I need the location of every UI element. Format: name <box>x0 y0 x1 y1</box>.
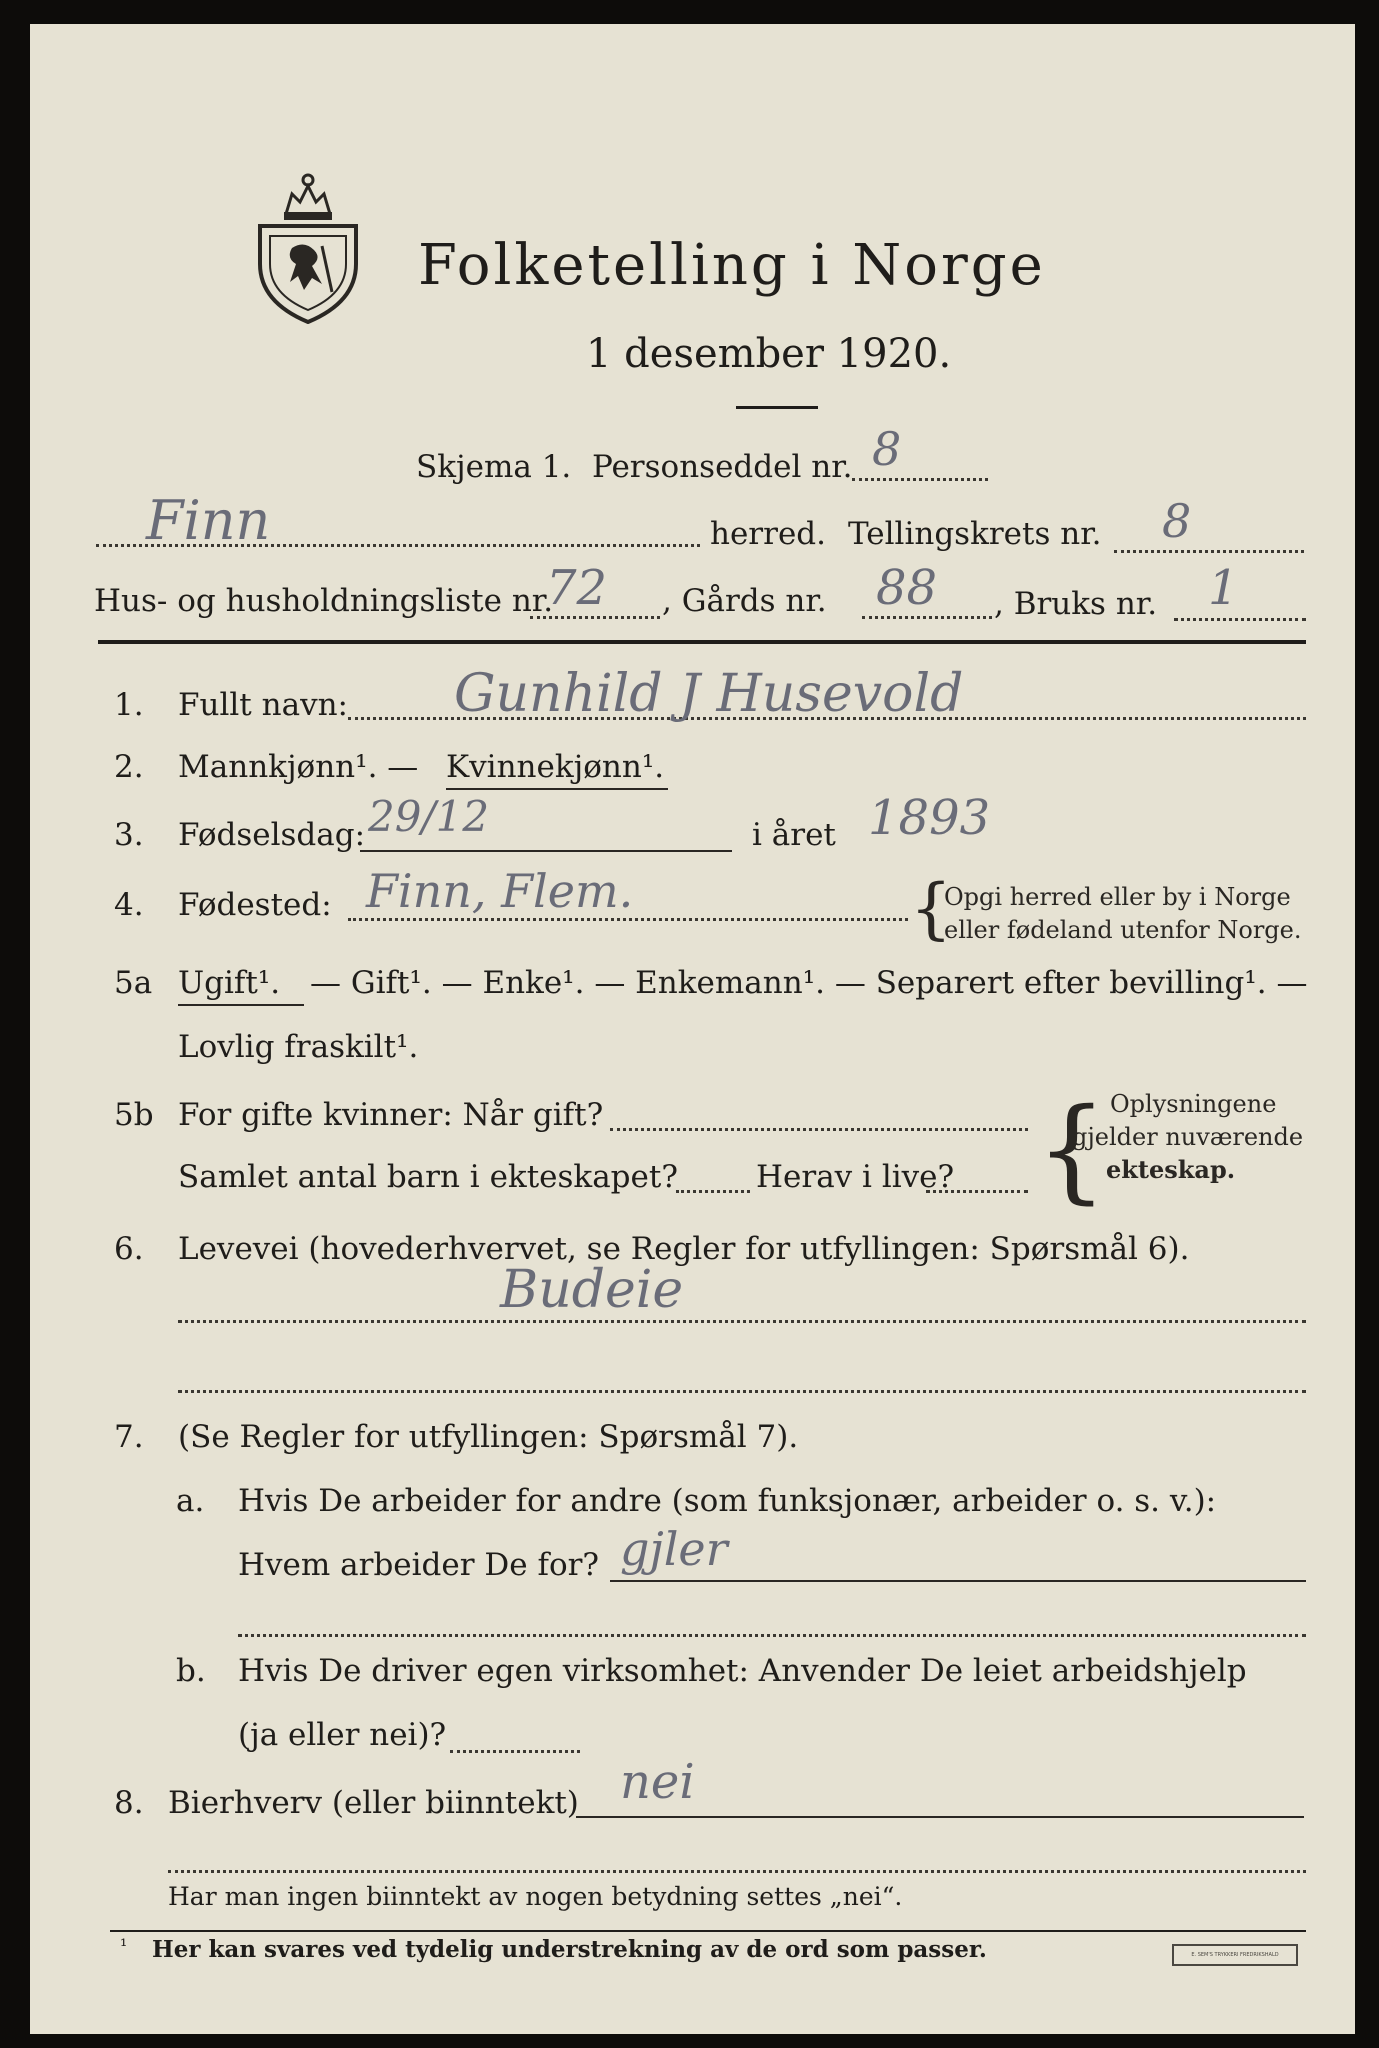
q5a-number: 5a <box>114 965 153 1001</box>
q1-number: 1. <box>114 687 144 723</box>
birthplace-line <box>348 918 908 921</box>
children-label: Samlet antal barn i ekteskapet? <box>178 1159 678 1195</box>
header-divider <box>98 640 1306 644</box>
coat-of-arms-icon <box>252 166 364 324</box>
herred-value: Finn <box>146 489 271 552</box>
q7b-label: Hvis De driver egen virksomhet: Anvender De leiet arbeidshjelp <box>238 1653 1247 1689</box>
employer-line <box>610 1580 1306 1582</box>
herred-label: herred. <box>710 516 826 552</box>
occupation-line-2 <box>178 1390 1306 1393</box>
side-income-line <box>576 1816 1304 1818</box>
footnote-mark: ¹ <box>120 1936 128 1957</box>
printer-stamp <box>1172 1944 1298 1966</box>
q3-number: 3. <box>114 817 144 853</box>
birthplace-value: Finn, Flem. <box>366 864 634 918</box>
hus-label: Hus- og husholdningsliste nr. <box>94 583 554 619</box>
q4-number: 4. <box>114 887 144 923</box>
female-option: Kvinnekjønn¹. <box>446 749 665 785</box>
unmarried-option: Ugift¹. <box>178 965 281 1001</box>
q7-number: 7. <box>114 1419 144 1455</box>
bruks-value: 1 <box>1208 560 1239 616</box>
footnote-rule <box>110 1930 1306 1932</box>
tellingskrets-value: 8 <box>1162 494 1192 548</box>
unmarried-underline <box>178 1004 304 1006</box>
children-line <box>676 1190 750 1193</box>
side-income-note: Har man ingen biinntekt av nogen betydning settes „nei“. <box>168 1882 903 1911</box>
living-children-label: Herav i live? <box>756 1159 955 1195</box>
marital-options: — Gift¹. — Enke¹. — Enkemann¹. — Separert efter bevilling¹. — <box>310 965 1308 1001</box>
employer-line-2 <box>238 1634 1306 1637</box>
bruks-line <box>1174 618 1306 621</box>
bruks-label: , Bruks nr. <box>994 586 1158 622</box>
form-title: Folketelling i Norge <box>418 233 1046 298</box>
gards-line <box>862 616 992 619</box>
title-rule <box>736 406 818 409</box>
census-date: 1 desember 1920. <box>586 331 952 377</box>
birthplace-note-line2: eller fødeland utenfor Norge. <box>944 916 1302 944</box>
occupation-value: Budeie <box>500 1260 684 1320</box>
printer-stamp-text: E. SEM'S TRYKKERI FREDRIKSHALD <box>1191 1952 1279 1958</box>
side-income-value: nei <box>620 1754 695 1810</box>
personseddel-label: Personseddel nr. <box>592 449 853 485</box>
married-when-label: For gifte kvinner: Når gift? <box>178 1097 604 1133</box>
hired-help-label: (ja eller nei)? <box>238 1717 447 1753</box>
side-income-line-2 <box>168 1870 1306 1873</box>
hus-line <box>530 616 660 619</box>
q5b-number: 5b <box>114 1097 154 1133</box>
q1-label: Fullt navn: <box>178 687 348 723</box>
gards-value: 88 <box>876 560 938 616</box>
birthday-value: 29/12 <box>368 792 490 841</box>
side-income-label: Bierhverv (eller biinntekt) <box>168 1785 579 1821</box>
marriage-note-brace: { <box>1036 1085 1108 1215</box>
birthday-line <box>360 850 732 852</box>
living-children-line <box>926 1190 1028 1193</box>
hired-help-line <box>450 1750 580 1753</box>
birth-year-label: i året <box>752 817 836 853</box>
q7b-letter: b. <box>176 1653 206 1689</box>
birthplace-note-brace: { <box>910 870 952 947</box>
birth-year-value: 1893 <box>868 790 991 846</box>
schema-label: Skjema 1. <box>416 449 572 485</box>
personseddel-value: 8 <box>872 422 902 476</box>
q7a-label: Hvis De arbeider for andre (som funksjonær, arbeider o. s. v.): <box>238 1483 1217 1519</box>
footnote-text: Her kan svares ved tydelig understrekning av de ord som passer. <box>152 1936 987 1963</box>
male-option: Mannkjønn¹. — <box>178 749 419 785</box>
birthplace-note-line1: Opgi herred eller by i Norge <box>944 883 1291 911</box>
q7a-letter: a. <box>176 1483 205 1519</box>
female-underline <box>446 788 668 790</box>
gards-label: , Gårds nr. <box>662 583 827 619</box>
tellingskrets-line <box>1114 550 1304 553</box>
census-form <box>30 24 1355 2034</box>
q2-number: 2. <box>114 749 144 785</box>
divorced-option: Lovlig fraskilt¹. <box>178 1029 419 1065</box>
hus-value: 72 <box>546 560 608 616</box>
q7-label: (Se Regler for utfyllingen: Spørsmål 7). <box>178 1419 799 1455</box>
occupation-label: Levevei (hovederhvervet, se Regler for utfyllingen: Spørsmål 6). <box>178 1231 1190 1267</box>
marriage-note-line3: ekteskap. <box>1106 1155 1236 1184</box>
marriage-note-line1: Oplysningene <box>1110 1090 1277 1118</box>
employer-label: Hvem arbeider De for? <box>238 1547 600 1583</box>
marriage-note-line2: gjelder nuværende <box>1072 1123 1304 1151</box>
occupation-line-1 <box>178 1320 1306 1323</box>
employer-value: gjler <box>620 1522 728 1576</box>
q8-number: 8. <box>114 1785 144 1821</box>
full-name-value: Gunhild J Husevold <box>454 664 964 724</box>
personseddel-line <box>852 478 988 481</box>
q6-number: 6. <box>114 1231 144 1267</box>
tellingskrets-label: Tellingskrets nr. <box>848 516 1102 552</box>
married-when-line <box>610 1128 1028 1131</box>
q4-label: Fødested: <box>178 887 332 923</box>
q3-label: Fødselsdag: <box>178 817 366 853</box>
